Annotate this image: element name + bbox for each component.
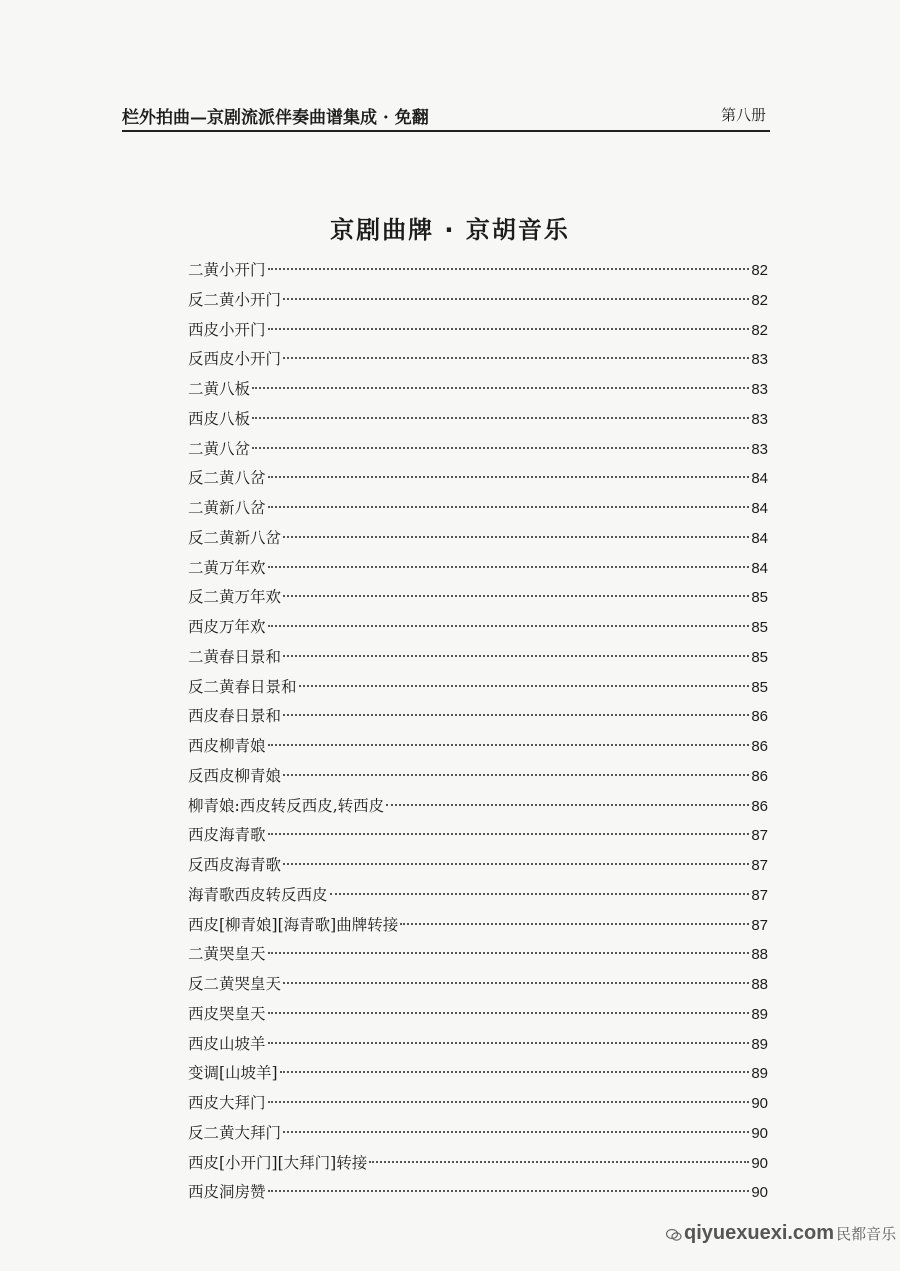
toc-entry-page: 83 <box>751 410 768 428</box>
toc-entry-title: 二黄八板 <box>188 380 251 398</box>
toc-entry-page: 86 <box>751 708 768 726</box>
wechat-icon <box>666 1228 682 1242</box>
toc-entry-page: 90 <box>751 1184 768 1202</box>
toc-leader-dots <box>268 1042 750 1044</box>
toc-entry <box>188 732 768 762</box>
toc-entry-page: 87 <box>751 857 768 874</box>
toc-leader-dots <box>283 774 749 776</box>
toc-entry <box>188 1178 768 1208</box>
toc-entry <box>188 851 768 881</box>
toc-entry-title: 反二黄哭皇天 <box>188 975 282 993</box>
toc-entry-page: 85 <box>751 648 768 666</box>
toc-leader-dots <box>283 863 749 865</box>
page-header <box>122 100 770 132</box>
toc-leader-dots <box>268 625 750 627</box>
toc-entry <box>188 583 768 613</box>
toc-leader-dots <box>268 506 750 508</box>
toc-entry <box>188 1000 768 1030</box>
toc-leader-dots <box>283 655 749 657</box>
toc-entry-title: 变调[山坡羊] <box>188 1064 278 1083</box>
toc-entry <box>188 702 768 732</box>
toc-entry-title: 反二黄新八岔 <box>188 528 282 547</box>
toc-entry-title: 二黄新八岔 <box>188 499 266 517</box>
toc-entry-page: 86 <box>751 797 768 815</box>
toc-entry-page: 87 <box>751 916 768 934</box>
toc-leader-dots <box>268 1101 750 1103</box>
toc-entry <box>188 911 768 941</box>
toc-entry <box>188 940 768 970</box>
toc-entry <box>188 1059 768 1089</box>
watermark <box>684 1222 896 1245</box>
toc-entry-page: 86 <box>751 738 768 755</box>
volume-label: 第八册 <box>720 106 766 124</box>
toc-entry-page: 88 <box>751 946 768 964</box>
toc-leader-dots <box>400 923 749 925</box>
toc-entry <box>188 524 768 554</box>
toc-entry-title: 反二黄小开门 <box>188 290 282 309</box>
toc-entry-page: 88 <box>751 976 768 993</box>
toc-leader-dots <box>299 685 750 687</box>
toc-entry-title: 西皮大拜门 <box>188 1094 266 1112</box>
toc-leader-dots <box>268 566 750 568</box>
toc-entry-page: 83 <box>751 440 768 458</box>
toc-entry <box>188 821 768 851</box>
toc-entry <box>188 792 768 822</box>
book-title: 栏外拍曲—京剧流派伴奏曲谱集成 · 免翻 <box>122 108 429 128</box>
toc-leader-dots <box>268 952 750 954</box>
toc-leader-dots <box>283 1131 749 1133</box>
toc-leader-dots <box>283 357 749 359</box>
toc-entry-title: 反二黄春日景和 <box>188 677 297 696</box>
toc-entry-page: 83 <box>751 381 768 398</box>
toc-entry-title: 二黄哭皇天 <box>188 945 266 964</box>
toc-entry-page: 89 <box>751 1005 768 1023</box>
toc-entry <box>188 1089 768 1119</box>
toc-entry <box>188 643 768 673</box>
toc-entry-title: 西皮[小开门][大拜门]转接 <box>188 1153 368 1172</box>
toc-leader-dots <box>252 417 749 419</box>
toc-entry-page: 85 <box>751 678 768 696</box>
toc-entry <box>188 435 768 465</box>
toc-leader-dots <box>330 893 750 895</box>
toc-entry-title: 反二黄八岔 <box>188 469 266 488</box>
toc-entry-title: 二黄春日景和 <box>188 647 282 666</box>
toc-leader-dots <box>252 387 749 389</box>
section-title: 京剧曲牌 · 京胡音乐 <box>330 216 570 244</box>
toc-entry-title: 二黄小开门 <box>188 261 266 279</box>
toc-leader-dots <box>386 804 749 806</box>
toc-entry-page: 89 <box>751 1035 768 1053</box>
toc-entry-page: 84 <box>751 470 768 488</box>
toc-entry <box>188 286 768 316</box>
toc-leader-dots <box>268 833 750 835</box>
toc-leader-dots <box>268 476 750 478</box>
toc-entry <box>188 673 768 703</box>
toc-entry <box>188 494 768 524</box>
toc-entry-title: 反西皮小开门 <box>188 350 282 369</box>
toc-entry <box>188 881 768 911</box>
toc-entry-title: 西皮八板 <box>188 409 251 428</box>
toc-entry-title: 西皮小开门 <box>188 320 266 339</box>
toc-entry-title: 二黄八岔 <box>188 439 251 458</box>
watermark-site: qiyuexuexi.com <box>684 1222 835 1244</box>
toc-entry-page: 87 <box>751 886 768 904</box>
toc-entry <box>188 464 768 494</box>
toc-leader-dots <box>283 595 749 597</box>
toc-entry-page: 84 <box>751 529 768 547</box>
toc-entry-title: 西皮洞房赞 <box>188 1183 266 1202</box>
toc-entry-title: 二黄万年欢 <box>188 558 266 577</box>
toc-entry-title: 反西皮柳青娘 <box>188 766 282 785</box>
toc-leader-dots <box>268 1190 750 1192</box>
watermark-name: 民都音乐 <box>836 1226 897 1243</box>
toc-leader-dots <box>283 714 749 716</box>
toc-entry <box>188 375 768 405</box>
toc-entry-title: 西皮哭皇天 <box>188 1004 266 1023</box>
toc-entry-title: 西皮万年欢 <box>188 618 266 636</box>
toc-leader-dots <box>369 1161 749 1163</box>
toc-leader-dots <box>268 1012 750 1014</box>
toc-entry-page: 83 <box>751 351 768 369</box>
toc-entry <box>188 1149 768 1179</box>
toc-entry-page: 82 <box>751 321 768 339</box>
toc-entry-title: 西皮[柳青娘][海青歌]曲牌转接 <box>188 915 399 934</box>
toc-entry-title: 柳青娘:西皮转反西皮,转西皮 <box>188 796 385 815</box>
toc-entry <box>188 554 768 584</box>
toc-entry-page: 82 <box>751 262 768 279</box>
toc-leader-dots <box>283 982 749 984</box>
toc-entry-title: 海青歌西皮转反西皮 <box>188 885 328 904</box>
toc-entry <box>188 256 768 286</box>
toc-entry-title: 西皮山坡羊 <box>188 1034 266 1053</box>
toc-entry-page: 89 <box>751 1065 768 1083</box>
toc-entry-title: 西皮柳青娘 <box>188 737 266 755</box>
toc-entry <box>188 405 768 435</box>
toc-entry-title: 反二黄万年欢 <box>188 588 282 607</box>
toc-entry-title: 反西皮海青歌 <box>188 856 282 874</box>
toc-leader-dots <box>283 536 749 538</box>
toc-entry <box>188 316 768 346</box>
toc-leader-dots <box>268 268 750 270</box>
table-of-contents <box>188 256 768 1208</box>
toc-entry-page: 90 <box>751 1154 768 1172</box>
toc-leader-dots <box>268 328 750 330</box>
toc-entry-page: 85 <box>751 589 768 607</box>
toc-entry-title: 西皮春日景和 <box>188 707 282 726</box>
toc-entry <box>188 970 768 1000</box>
toc-entry-page: 85 <box>751 619 768 636</box>
toc-entry <box>188 345 768 375</box>
toc-leader-dots <box>283 298 749 300</box>
toc-entry-page: 82 <box>751 291 768 309</box>
toc-entry <box>188 1119 768 1149</box>
toc-leader-dots <box>280 1071 750 1073</box>
toc-entry-page: 84 <box>751 559 768 577</box>
toc-leader-dots <box>252 447 749 449</box>
toc-entry <box>188 613 768 643</box>
toc-entry-title: 西皮海青歌 <box>188 826 266 845</box>
toc-entry-page: 90 <box>751 1095 768 1112</box>
toc-leader-dots <box>268 744 750 746</box>
toc-entry <box>188 762 768 792</box>
toc-entry-page: 86 <box>751 767 768 785</box>
toc-entry-title: 反二黄大拜门 <box>188 1123 282 1142</box>
toc-entry <box>188 1030 768 1060</box>
toc-entry-page: 87 <box>751 827 768 845</box>
toc-entry-page: 84 <box>751 500 768 517</box>
toc-entry-page: 90 <box>751 1124 768 1142</box>
